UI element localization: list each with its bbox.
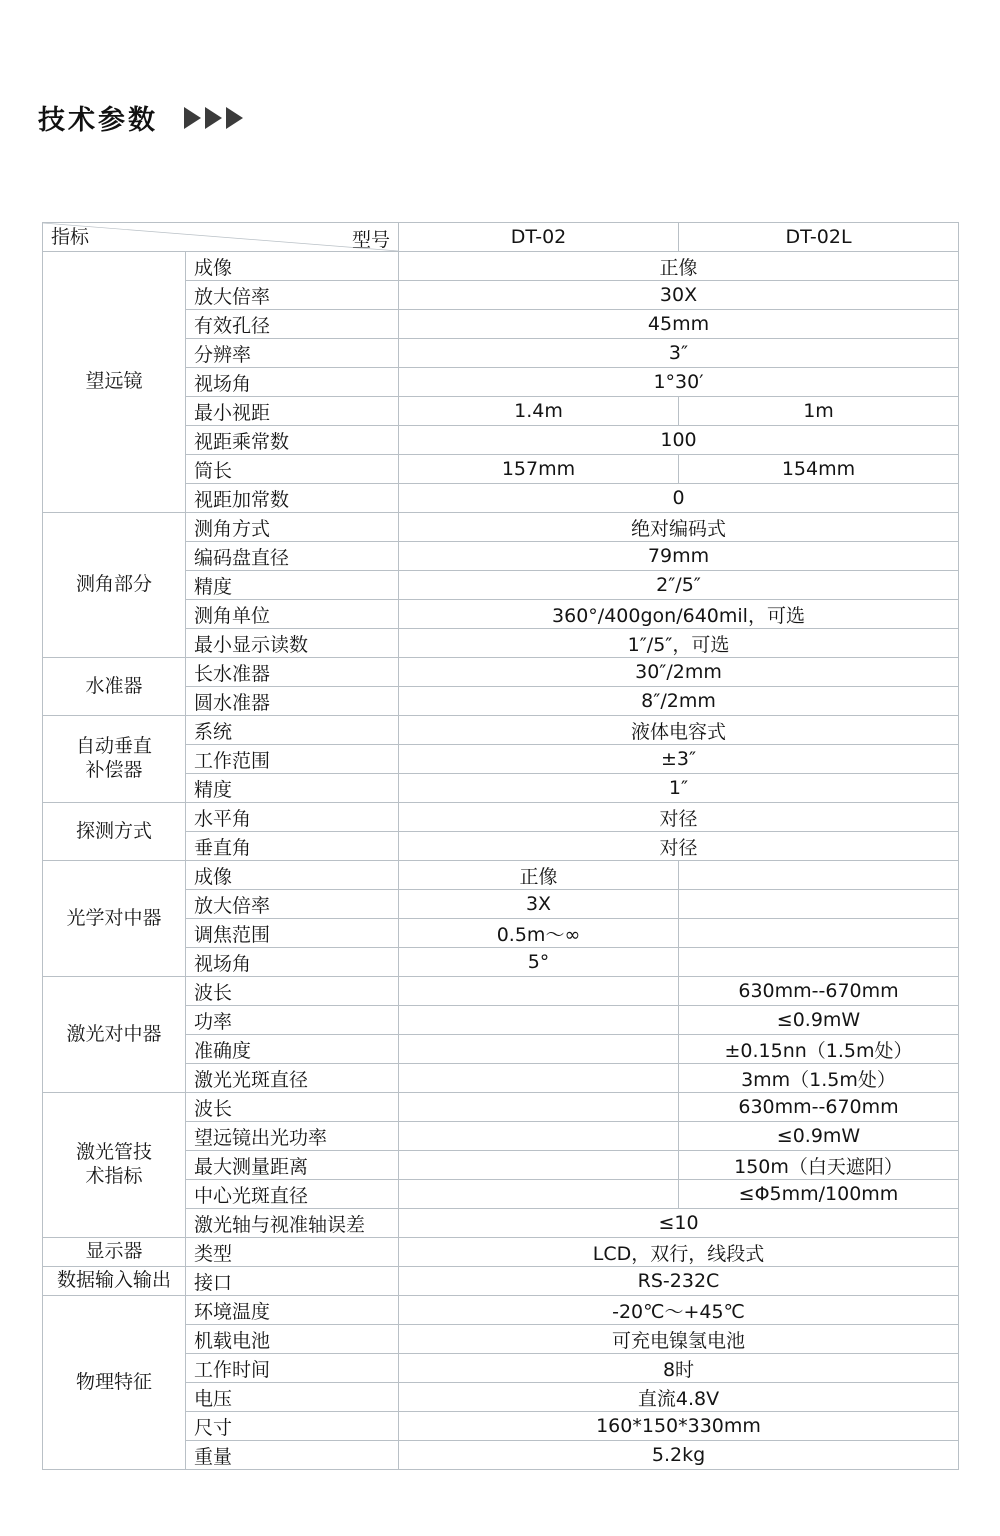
specifications-table	[42, 222, 959, 1470]
spec-item-label: 视距加常数	[186, 484, 399, 513]
spec-item-label: 激光光斑直径	[186, 1064, 399, 1093]
group-label: 探测方式	[43, 803, 186, 861]
arrow-group-icon	[184, 107, 243, 129]
spec-value-both-models: 79mm	[399, 542, 959, 571]
spec-item-label: 视场角	[186, 368, 399, 397]
spec-item-label: 圆水准器	[186, 687, 399, 716]
spec-value-both-models: 100	[399, 426, 959, 455]
spec-item-label: 波长	[186, 1093, 399, 1122]
spec-item-label: 最大测量距离	[186, 1151, 399, 1180]
spec-item-label: 分辨率	[186, 339, 399, 368]
group-label: 水准器	[43, 658, 186, 716]
spec-value-both-models: 对径	[399, 832, 959, 861]
triangle-right-icon	[226, 107, 243, 129]
triangle-right-icon	[184, 107, 201, 129]
page-title: 技术参数	[38, 105, 158, 136]
table-row	[43, 1267, 959, 1296]
spec-value-dt02l: ≤0.9mW	[679, 1006, 959, 1035]
group-label: 激光对中器	[43, 977, 186, 1093]
table-row	[43, 513, 959, 542]
group-label: 激光管技 术指标	[43, 1093, 186, 1238]
spec-value-dt02l: 154mm	[679, 455, 959, 484]
spec-item-label: 类型	[186, 1238, 399, 1267]
spec-table-container	[42, 222, 958, 1470]
spec-value-dt02l: 630mm--670mm	[679, 977, 959, 1006]
spec-item-label: 机载电池	[186, 1325, 399, 1354]
spec-item-label: 视场角	[186, 948, 399, 977]
spec-value-both-models: 5.2kg	[399, 1441, 959, 1470]
spec-value-both-models: 45mm	[399, 310, 959, 339]
table-corner-header	[43, 223, 399, 252]
spec-value-dt02l: ±0.15nn（1.5m处）	[679, 1035, 959, 1064]
spec-value-both-models: 正像	[399, 252, 959, 281]
spec-value-both-models: RS-232C	[399, 1267, 959, 1296]
spec-value-both-models: 液体电容式	[399, 716, 959, 745]
spec-value-dt02l	[679, 919, 959, 948]
spec-value-dt02	[399, 1151, 679, 1180]
spec-value-both-models: 8″/2mm	[399, 687, 959, 716]
spec-item-label: 尺寸	[186, 1412, 399, 1441]
spec-value-dt02l: ≤Φ5mm/100mm	[679, 1180, 959, 1209]
spec-value-dt02	[399, 1122, 679, 1151]
spec-item-label: 编码盘直径	[186, 542, 399, 571]
spec-value-dt02l	[679, 948, 959, 977]
spec-item-label: 成像	[186, 252, 399, 281]
spec-item-label: 准确度	[186, 1035, 399, 1064]
spec-value-dt02	[399, 1035, 679, 1064]
spec-value-dt02: 0.5m～∞	[399, 919, 679, 948]
spec-item-label: 精度	[186, 571, 399, 600]
spec-item-label: 测角单位	[186, 600, 399, 629]
spec-item-label: 工作范围	[186, 745, 399, 774]
spec-value-both-models: 8时	[399, 1354, 959, 1383]
spec-value-dt02l	[679, 861, 959, 890]
diagonal-line-icon	[43, 223, 398, 251]
spec-item-label: 最小显示读数	[186, 629, 399, 658]
spec-value-dt02	[399, 1006, 679, 1035]
spec-value-both-models: 1″	[399, 774, 959, 803]
spec-value-dt02: 5°	[399, 948, 679, 977]
column-header-model-1: DT-02	[399, 223, 679, 252]
table-row	[43, 1093, 959, 1122]
spec-value-dt02	[399, 1093, 679, 1122]
spec-value-dt02l	[679, 890, 959, 919]
spec-value-both-models: LCD，双行，线段式	[399, 1238, 959, 1267]
spec-item-label: 最小视距	[186, 397, 399, 426]
spec-item-label: 有效孔径	[186, 310, 399, 339]
spec-value-dt02: 1.4m	[399, 397, 679, 426]
table-header-row	[43, 223, 959, 252]
spec-item-label: 水平角	[186, 803, 399, 832]
spec-value-dt02: 157mm	[399, 455, 679, 484]
spec-item-label: 测角方式	[186, 513, 399, 542]
spec-value-both-models: 直流4.8V	[399, 1383, 959, 1412]
spec-item-label: 接口	[186, 1267, 399, 1296]
spec-value-dt02	[399, 1064, 679, 1093]
spec-item-label: 垂直角	[186, 832, 399, 861]
spec-item-label: 视距乘常数	[186, 426, 399, 455]
table-row	[43, 658, 959, 687]
spec-item-label: 功率	[186, 1006, 399, 1035]
spec-value-dt02	[399, 977, 679, 1006]
triangle-right-icon	[205, 107, 222, 129]
spec-value-both-models: 30X	[399, 281, 959, 310]
spec-item-label: 长水准器	[186, 658, 399, 687]
spec-item-label: 放大倍率	[186, 890, 399, 919]
spec-item-label: 环境温度	[186, 1296, 399, 1325]
table-row	[43, 977, 959, 1006]
spec-item-label: 放大倍率	[186, 281, 399, 310]
spec-value-both-models: 2″/5″	[399, 571, 959, 600]
spec-value-both-models: 3″	[399, 339, 959, 368]
spec-value-both-models: 30″/2mm	[399, 658, 959, 687]
spec-value-both-models: ≤10	[399, 1209, 959, 1238]
spec-value-dt02l: 1m	[679, 397, 959, 426]
spec-value-both-models: 160*150*330mm	[399, 1412, 959, 1441]
table-row	[43, 803, 959, 832]
spec-item-label: 调焦范围	[186, 919, 399, 948]
spec-value-both-models: -20℃～+45℃	[399, 1296, 959, 1325]
spec-value-both-models: 可充电镍氢电池	[399, 1325, 959, 1354]
group-label: 测角部分	[43, 513, 186, 658]
group-label: 自动垂直 补偿器	[43, 716, 186, 803]
column-header-model-2: DT-02L	[679, 223, 959, 252]
group-label: 光学对中器	[43, 861, 186, 977]
section-heading	[38, 98, 243, 137]
spec-value-both-models: ±3″	[399, 745, 959, 774]
corner-right-label: 型号	[351, 229, 390, 251]
spec-item-label: 工作时间	[186, 1354, 399, 1383]
spec-item-label: 成像	[186, 861, 399, 890]
table-row	[43, 1238, 959, 1267]
spec-item-label: 筒长	[186, 455, 399, 484]
group-label: 望远镜	[43, 252, 186, 513]
group-label: 显示器	[43, 1238, 186, 1267]
spec-item-label: 重量	[186, 1441, 399, 1470]
corner-left-label: 指标	[51, 226, 90, 248]
spec-value-dt02l: ≤0.9mW	[679, 1122, 959, 1151]
spec-item-label: 中心光斑直径	[186, 1180, 399, 1209]
table-row	[43, 252, 959, 281]
spec-value-dt02: 正像	[399, 861, 679, 890]
spec-value-dt02l: 3mm（1.5m处）	[679, 1064, 959, 1093]
spec-value-both-models: 360°/400gon/640mil，可选	[399, 600, 959, 629]
table-row	[43, 1296, 959, 1325]
spec-value-both-models: 1°30′	[399, 368, 959, 397]
group-label: 物理特征	[43, 1296, 186, 1470]
spec-item-label: 系统	[186, 716, 399, 745]
spec-item-label: 波长	[186, 977, 399, 1006]
group-label: 数据输入输出	[43, 1267, 186, 1296]
spec-item-label: 望远镜出光功率	[186, 1122, 399, 1151]
table-row	[43, 861, 959, 890]
spec-item-label: 激光轴与视准轴误差	[186, 1209, 399, 1238]
spec-item-label: 电压	[186, 1383, 399, 1412]
spec-value-both-models: 1″/5″，可选	[399, 629, 959, 658]
spec-value-both-models: 0	[399, 484, 959, 513]
table-row	[43, 716, 959, 745]
spec-value-dt02: 3X	[399, 890, 679, 919]
spec-value-dt02l: 150m（白天遮阳）	[679, 1151, 959, 1180]
spec-value-dt02	[399, 1180, 679, 1209]
spec-item-label: 精度	[186, 774, 399, 803]
spec-value-both-models: 对径	[399, 803, 959, 832]
spec-value-both-models: 绝对编码式	[399, 513, 959, 542]
spec-value-dt02l: 630mm--670mm	[679, 1093, 959, 1122]
